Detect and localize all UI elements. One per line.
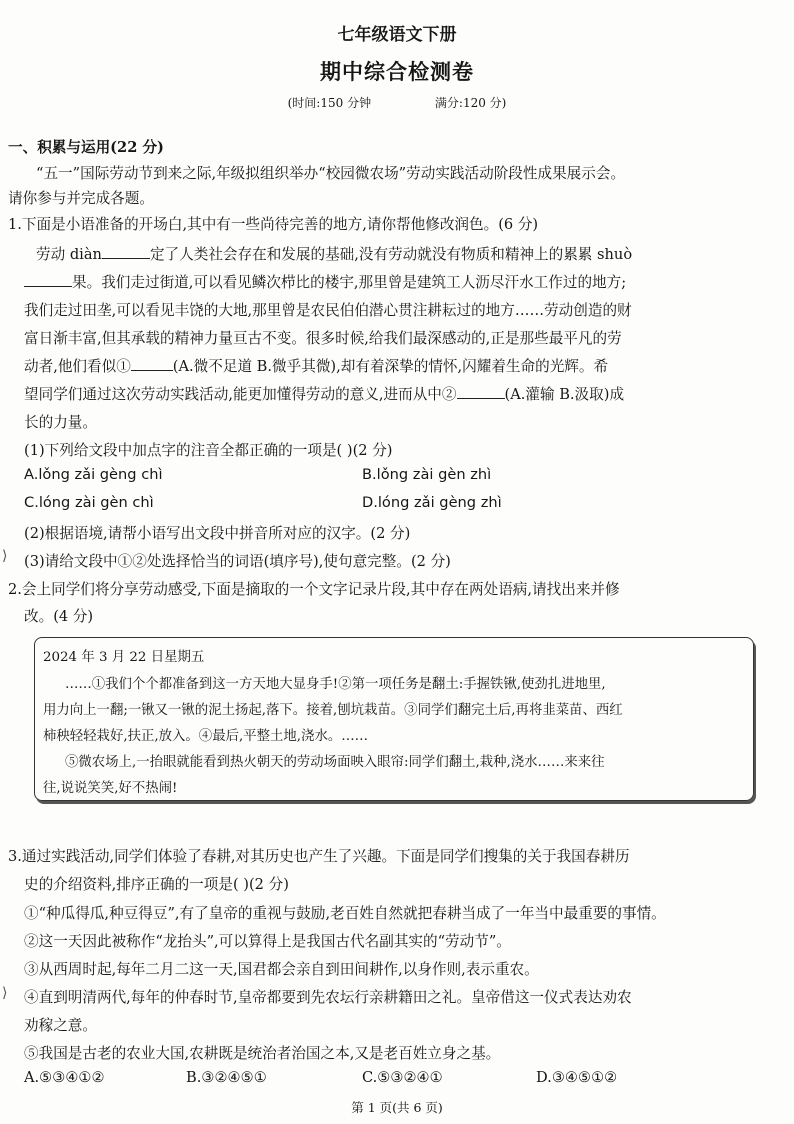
binding-mark: ⟩ [2, 985, 8, 1001]
q1-passage-line [24, 383, 624, 404]
q1-option-d[interactable]: D.lóng zǎi gèng zhì [362, 494, 502, 511]
answer-blank[interactable] [131, 356, 173, 371]
q1-sub1: (1)下列给文段中加点字的注音全都正确的一项是( )(2 分) [24, 442, 393, 459]
q1-passage-line: 长的力量。 [24, 414, 97, 431]
q3-sentence: ③从西周时起,每年二月二这一天,国君都会亲自到田间耕作,以身作则,表示重农。 [24, 961, 539, 978]
answer-blank[interactable] [24, 272, 72, 287]
q3-option-a[interactable]: A.⑤③④①② [24, 1069, 105, 1086]
record-date: 2024 年 3 月 22 日星期五 [43, 650, 205, 665]
q3-sentence: ④直到明清两代,每年的仲春时节,皇帝都要到先农坛行亲耕籍田之礼。皇帝借这一仪式表达劝农 [24, 989, 632, 1006]
section-intro: “五一”国际劳动节到来之际,年级拟组织举办“校园微农场”劳动实践活动阶段性成果展示会。 [36, 165, 626, 182]
q3-option-b[interactable]: B.③②④⑤① [186, 1069, 267, 1086]
answer-blank[interactable] [457, 384, 505, 399]
q3-stem: 3.通过实践活动,同学们体验了春耕,对其历史也产生了兴趣。下面是同学们搜集的关于我国春耕历 [8, 848, 630, 865]
record-line: 往,说说笑笑,好不热闹! [43, 781, 178, 796]
record-line: 柿秧轻轻栽好,扶正,放入。④最后,平整土地,浇水。…… [43, 729, 369, 744]
record-box [34, 637, 754, 801]
q1-passage-line: 富日渐丰富,但其承载的精神力量亘古不变。很多时候,给我们最深感动的,正是那些最平凡的劳 [24, 330, 622, 347]
q3-stem-cont: 史的介绍资料,排序正确的一项是( )(2 分) [24, 876, 289, 893]
subject-title: 七年级语文下册 [337, 25, 457, 45]
full-score: 满分:120 分) [434, 96, 507, 110]
q1-sub3: (3)请给文段中①②处选择恰当的词语(填序号),使句意完整。(2 分) [24, 553, 451, 570]
binding-mark: ⟩ [2, 548, 8, 564]
q1-passage-text: 动者,他们看似① [24, 358, 131, 375]
q1-sub2: (2)根据语境,请帮小语写出文段中拼音所对应的汉字。(2 分) [24, 525, 411, 542]
q1-passage-line: 我们走过田垄,可以看见丰饶的大地,那里曾是农民伯伯潜心贯注耕耘过的地方……劳动创造的财 [24, 302, 632, 319]
q1-passage-text: 定了人类社会存在和发展的基础,没有劳动就没有物质和精神上的累累 shuò [149, 246, 633, 263]
page-footer: 第 1 页(共 6 页) [351, 1100, 443, 1115]
q1-passage-text: (A.灌输 B.汲取)成 [504, 386, 625, 403]
q1-passage-text: (A.微不足道 B.微乎其微),却有着深挚的情怀,闪耀着生命的光辉。希 [172, 358, 609, 375]
time-limit: (时间:150 分钟 [287, 96, 372, 110]
record-line: ……①我们个个都准备到这一方天地大显身手!②第一项任务是翻土:手握铁锹,使劲扎进地里, [65, 677, 606, 692]
q1-passage-text: 望同学们通过这次劳动实践活动,能更加懂得劳动的意义,进而从中② [24, 386, 457, 403]
q1-passage-line [36, 243, 632, 264]
q3-option-d[interactable]: D.③④⑤①② [536, 1069, 618, 1086]
exam-meta [0, 94, 794, 111]
q3-sentence: ⑤我国是古老的农业大国,农耕既是统治者治国之本,又是老百姓立身之基。 [24, 1045, 501, 1062]
q2-stem: 2.会上同学们将分享劳动感受,下面是摘取的一个文字记录片段,其中存在两处语病,请找出来并修 [8, 581, 620, 598]
q1-option-a[interactable]: A.lǒng zǎi gèng chì [24, 466, 163, 483]
section-heading: 一、积累与运用(22 分) [8, 139, 164, 156]
q1-passage-text: 劳动 diàn [36, 246, 102, 263]
q2-stem-cont: 改。(4 分) [24, 608, 94, 625]
page-title: 期中综合检测卷 [320, 59, 474, 84]
record-line: ⑤微农场上,一抬眼就能看到热火朝天的劳动场面映入眼帘:同学们翻土,栽种,浇水……来来往 [65, 755, 605, 770]
q1-passage-text: 果。我们走过街道,可以看见鳞次栉比的楼宇,那里曾是建筑工人沥尽汗水工作过的地方; [72, 274, 627, 291]
q1-option-c[interactable]: C.lóng zài gèn chì [24, 494, 154, 511]
record-line: 用力向上一翻;一锹又一锹的泥土扬起,落下。接着,刨坑栽苗。③同学们翻完土后,再将韭菜苗、西红 [43, 703, 623, 718]
q3-sentence-cont: 劝稼之意。 [24, 1017, 97, 1034]
q3-sentence: ①“种瓜得瓜,种豆得豆”,有了皇帝的重视与鼓励,老百姓自然就把春耕当成了一年当中最重要的事情。 [24, 905, 666, 922]
q1-passage-line [24, 271, 626, 292]
q3-sentence: ②这一天因此被称作“龙抬头”,可以算得上是我国古代名副其实的“劳动节”。 [24, 933, 511, 950]
answer-blank[interactable] [102, 244, 150, 259]
q1-stem: 1.下面是小语准备的开场白,其中有一些尚待完善的地方,请你帮他修改润色。(6 分) [8, 216, 539, 233]
q1-option-b[interactable]: B.lǒng zài gèn zhì [362, 466, 492, 483]
q3-option-c[interactable]: C.⑤③②④① [362, 1069, 443, 1086]
q1-passage-line [24, 355, 608, 376]
section-intro-cont: 请你参与并完成各题。 [8, 190, 154, 207]
